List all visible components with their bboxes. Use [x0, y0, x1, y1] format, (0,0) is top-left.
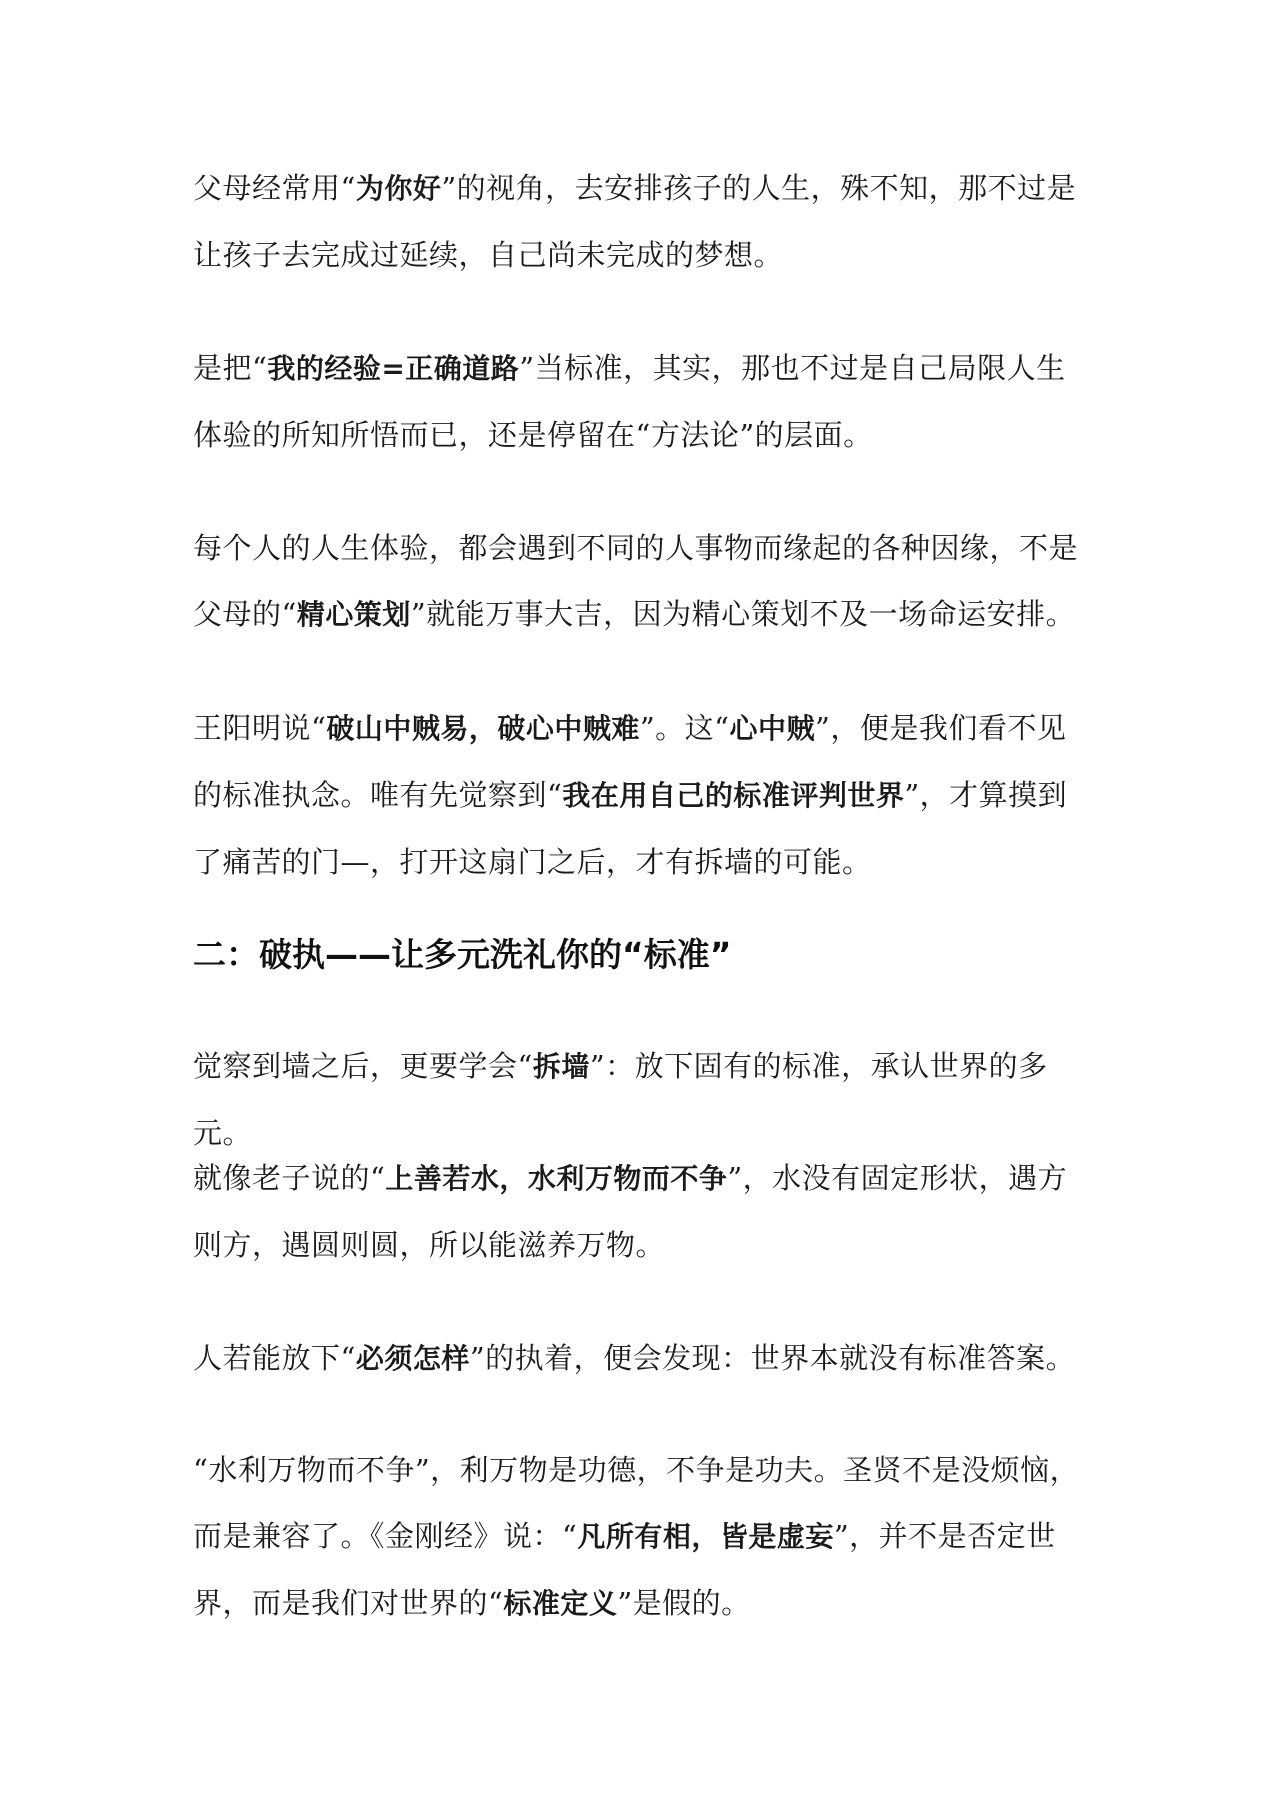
paragraph-1: [193, 155, 1093, 288]
paragraph-text: 人若能放下“: [193, 1341, 356, 1375]
paragraph-text: ”：放下固有的标准，承认世界的多元。: [193, 1049, 1048, 1150]
paragraph-text: ”就能万事大吉，因为精心策划不及一场命运安排。: [410, 597, 1076, 631]
paragraph-6: [193, 1145, 1093, 1278]
paragraph-text: 就像老子说的“: [193, 1161, 386, 1195]
paragraph-text: 的标准执念。唯有先觉察到“: [193, 778, 563, 812]
emphasis-text: 上善若水，水利万物而不争: [385, 1162, 728, 1195]
paragraph-text: ”。这“: [639, 711, 730, 745]
paragraph-text: 让孩子去完成过延续，自己尚未完成的梦想。: [193, 238, 784, 272]
section-heading: 二：破执——让多元洗礼你的“标准”: [193, 935, 732, 974]
emphasis-text: 拆墙: [532, 1050, 590, 1083]
paragraph-text: 界，而是我们对世界的“: [193, 1586, 504, 1620]
paragraph-text: 父母经常用“: [193, 171, 356, 205]
paragraph-text: 每个人的人生体验，都会遇到不同的人事物而缘起的各种因缘，不是: [193, 531, 1079, 565]
emphasis-text: 必须怎样: [355, 1342, 470, 1375]
paragraph-text: ”，才算摸到: [904, 778, 1068, 812]
paragraph-text: 则方，遇圆则圆，所以能滋养万物。: [193, 1228, 666, 1262]
emphasis-text: 标准定义: [503, 1587, 618, 1620]
emphasis-text: 心中贼: [729, 712, 816, 745]
emphasis-text: 精心策划: [296, 598, 411, 631]
paragraph-text: “水利万物而不争”，利万物是功德，不争是功夫。圣贤不是没烦恼，: [193, 1453, 1080, 1487]
paragraph-8: [193, 1437, 1093, 1637]
paragraph-text: ”，并不是否定世: [833, 1519, 1056, 1553]
paragraph-text: ”的执着，便会发现：世界本就没有标准答案。: [469, 1341, 1076, 1375]
paragraph-text: ”是假的。: [617, 1586, 751, 1620]
paragraph-text: ”，水没有固定形状，遇方: [727, 1161, 1068, 1195]
emphasis-text: 破山中贼易，破心中贼难: [326, 712, 640, 745]
emphasis-text: 为你好: [355, 172, 442, 205]
paragraph-text: 父母的“: [193, 597, 297, 631]
paragraph-text: ”当标准，其实，那也不过是自己局限人生: [519, 351, 1066, 385]
emphasis-text: 我的经验=正确道路: [267, 352, 520, 385]
paragraph-7: [193, 1325, 1093, 1392]
paragraph-text: ”，便是我们看不见: [815, 711, 1067, 745]
paragraph-text: 觉察到墙之后，更要学会“: [193, 1049, 533, 1083]
paragraph-4: [193, 695, 1093, 895]
paragraph-text: 了痛苦的门—，打开这扇门之后，才有拆墙的可能。: [193, 845, 872, 879]
paragraph-text: 是把“: [193, 351, 268, 385]
paragraph-text: ”的视角，去安排孩子的人生，殊不知，那不过是: [441, 171, 1077, 205]
paragraph-text: 而是兼容了。《金刚经》说：“: [193, 1519, 578, 1553]
paragraph-text: 体验的所知所悟而已，还是停留在“方法论”的层面。: [193, 418, 873, 452]
paragraph-2: [193, 335, 1093, 468]
emphasis-text: 凡所有相，皆是虚妄: [577, 1520, 834, 1553]
paragraph-3: [193, 515, 1093, 648]
emphasis-text: 我在用自己的标准评判世界: [562, 779, 905, 812]
paragraph-text: 王阳明说“: [193, 711, 327, 745]
